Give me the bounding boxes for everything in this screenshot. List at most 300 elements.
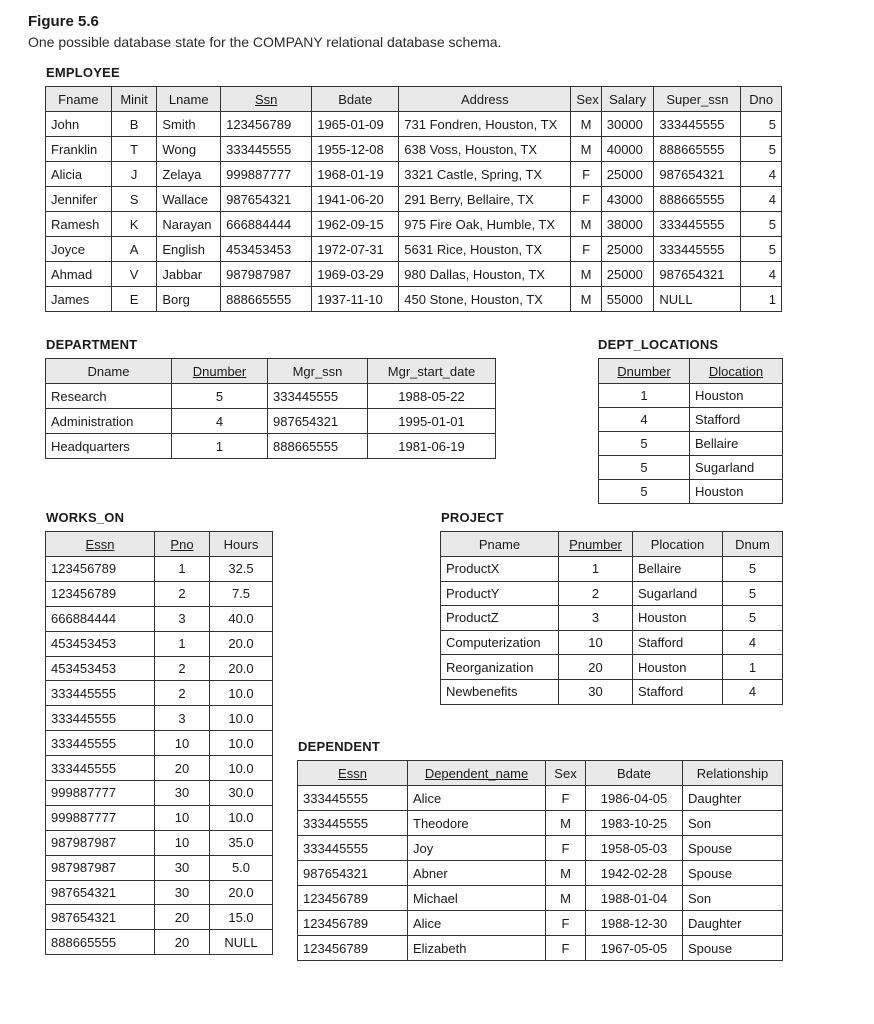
project-cell: Stafford (633, 630, 723, 655)
employee-cell: John (46, 112, 112, 137)
dependent-cell: Joy (408, 836, 546, 861)
works-on-cell: 10 (155, 731, 210, 756)
employee-cell: Joyce (46, 237, 112, 262)
employee-cell: 1955-12-08 (312, 137, 399, 162)
dependent-cell: 1967-05-05 (586, 936, 683, 961)
dependent-cell: M (546, 811, 586, 836)
employee-cell: Jennifer (46, 187, 112, 212)
employee-cell: 1937-11-10 (312, 287, 399, 312)
employee-cell: 25000 (601, 237, 654, 262)
employee-cell: Wong (157, 137, 221, 162)
employee-cell: 987654321 (654, 262, 741, 287)
works-on-cell: 2 (155, 681, 210, 706)
employee-cell: V (111, 262, 157, 287)
works-on-cell: 666884444 (46, 606, 155, 631)
project-col-pnumber: Pnumber (559, 532, 633, 557)
dependent-cell: 1986-04-05 (586, 786, 683, 811)
employee-cell: 4 (741, 162, 782, 187)
dependent-cell: Spouse (683, 936, 783, 961)
works-on-row (46, 631, 273, 656)
employee-cell: 30000 (601, 112, 654, 137)
employee-cell: E (111, 287, 157, 312)
employee-cell: 980 Dallas, Houston, TX (399, 262, 571, 287)
project-cell: Bellaire (633, 557, 723, 582)
dependent-table-title: DEPENDENT (298, 739, 380, 754)
works-on-cell: 30.0 (210, 781, 273, 806)
department-col-dnumber: Dnumber (172, 359, 268, 384)
employee-cell: 987654321 (654, 162, 741, 187)
employee-cell: Jabbar (157, 262, 221, 287)
dependent-cell: 333445555 (298, 786, 408, 811)
works-on-col-essn: Essn (46, 532, 155, 557)
employee-table-title: EMPLOYEE (46, 65, 120, 80)
employee-cell: M (571, 287, 601, 312)
employee-cell: M (571, 262, 601, 287)
works-on-row (46, 557, 273, 582)
dependent-col-sex: Sex (546, 761, 586, 786)
employee-row (46, 187, 782, 212)
works-on-row (46, 656, 273, 681)
dependent-cell: F (546, 786, 586, 811)
dependent-cell: Elizabeth (408, 936, 546, 961)
employee-cell: 38000 (601, 212, 654, 237)
employee-cell: 1972-07-31 (312, 237, 399, 262)
employee-cell: NULL (654, 287, 741, 312)
project-cell: 4 (723, 679, 783, 704)
works-on-cell: 2 (155, 656, 210, 681)
department-cell: 1 (172, 434, 268, 459)
dependent-cell: Spouse (683, 836, 783, 861)
department-cell: 888665555 (268, 434, 368, 459)
works-on-row (46, 731, 273, 756)
employee-cell: 25000 (601, 162, 654, 187)
dependent-cell: 333445555 (298, 836, 408, 861)
employee-cell: S (111, 187, 157, 212)
dependent-cell: F (546, 936, 586, 961)
employee-cell: 123456789 (221, 112, 312, 137)
dependent-col-essn: Essn (298, 761, 408, 786)
works-on-row (46, 606, 273, 631)
employee-row (46, 112, 782, 137)
dependent-row (298, 786, 783, 811)
dependent-cell: F (546, 836, 586, 861)
works-on-table (45, 531, 273, 955)
department-cell: 4 (172, 409, 268, 434)
department-cell: 987654321 (268, 409, 368, 434)
dependent-cell: Theodore (408, 811, 546, 836)
employee-cell: F (571, 162, 601, 187)
project-col-pname: Pname (441, 532, 559, 557)
project-header-row (441, 532, 783, 557)
project-row (441, 557, 783, 582)
employee-cell: Smith (157, 112, 221, 137)
employee-cell: 453453453 (221, 237, 312, 262)
works-on-cell: 20.0 (210, 656, 273, 681)
employee-cell: 5 (741, 237, 782, 262)
dependent-row (298, 861, 783, 886)
dependent-cell: 1988-01-04 (586, 886, 683, 911)
works-on-cell: 5.0 (210, 855, 273, 880)
works-on-cell: 1 (155, 631, 210, 656)
employee-cell: 5 (741, 112, 782, 137)
works-on-cell: 333445555 (46, 731, 155, 756)
project-row (441, 581, 783, 606)
works-on-row (46, 930, 273, 955)
employee-col-salary: Salary (601, 87, 654, 112)
employee-cell: F (571, 237, 601, 262)
dependent-cell: Son (683, 811, 783, 836)
department-row (46, 384, 496, 409)
works-on-cell: 888665555 (46, 930, 155, 955)
project-cell: Houston (633, 606, 723, 631)
department-cell: Research (46, 384, 172, 409)
department-cell: Headquarters (46, 434, 172, 459)
department-cell: 5 (172, 384, 268, 409)
dependent-cell: M (546, 861, 586, 886)
employee-cell: 1969-03-29 (312, 262, 399, 287)
employee-cell: 1962-09-15 (312, 212, 399, 237)
employee-header-row (46, 87, 782, 112)
project-cell: ProductY (441, 581, 559, 606)
employee-cell: Wallace (157, 187, 221, 212)
dept-locations-cell: 1 (599, 384, 690, 408)
department-cell: 1988-05-22 (368, 384, 496, 409)
employee-cell: Ramesh (46, 212, 112, 237)
dept-locations-table-title: DEPT_LOCATIONS (598, 337, 719, 352)
dependent-cell: Michael (408, 886, 546, 911)
project-cell: ProductZ (441, 606, 559, 631)
dependent-cell: F (546, 911, 586, 936)
employee-cell: Borg (157, 287, 221, 312)
employee-cell: 450 Stone, Houston, TX (399, 287, 571, 312)
project-cell: 5 (723, 606, 783, 631)
project-cell: Houston (633, 655, 723, 680)
dependent-row (298, 811, 783, 836)
employee-cell: 43000 (601, 187, 654, 212)
employee-col-bdate: Bdate (312, 87, 399, 112)
project-cell: 2 (559, 581, 633, 606)
works-on-header-row (46, 532, 273, 557)
works-on-cell: 30 (155, 855, 210, 880)
employee-col-minit: Minit (111, 87, 157, 112)
project-col-dnum: Dnum (723, 532, 783, 557)
employee-cell: 888665555 (654, 187, 741, 212)
project-cell: Newbenefits (441, 679, 559, 704)
dependent-cell: Alice (408, 911, 546, 936)
works-on-cell: 30 (155, 880, 210, 905)
dependent-cell: M (546, 886, 586, 911)
employee-row (46, 262, 782, 287)
employee-cell: 291 Berry, Bellaire, TX (399, 187, 571, 212)
dependent-cell: 123456789 (298, 936, 408, 961)
project-table (440, 531, 783, 705)
employee-cell: A (111, 237, 157, 262)
works-on-cell: 2 (155, 581, 210, 606)
dept-locations-col-dlocation: Dlocation (690, 359, 783, 384)
dept-locations-cell: Bellaire (690, 432, 783, 456)
employee-row (46, 237, 782, 262)
dept-locations-col-dnumber: Dnumber (599, 359, 690, 384)
dept-locations-table (598, 358, 783, 504)
project-cell: Computerization (441, 630, 559, 655)
employee-cell: 1968-01-19 (312, 162, 399, 187)
works-on-cell: 333445555 (46, 681, 155, 706)
department-row (46, 409, 496, 434)
dependent-row (298, 936, 783, 961)
project-row (441, 606, 783, 631)
dependent-col-bdate: Bdate (586, 761, 683, 786)
employee-row (46, 162, 782, 187)
works-on-cell: 10.0 (210, 731, 273, 756)
works-on-cell: 987654321 (46, 880, 155, 905)
employee-cell: 4 (741, 187, 782, 212)
dept-locations-cell: 5 (599, 480, 690, 504)
employee-cell: 987654321 (221, 187, 312, 212)
employee-cell: 5 (741, 212, 782, 237)
works-on-cell: 10.0 (210, 681, 273, 706)
dept-locations-row (599, 384, 783, 408)
employee-cell: 1965-01-09 (312, 112, 399, 137)
works-on-cell: 453453453 (46, 631, 155, 656)
dept-locations-cell: Sugarland (690, 456, 783, 480)
works-on-cell: 333445555 (46, 706, 155, 731)
employee-cell: 333445555 (654, 212, 741, 237)
works-on-cell: 35.0 (210, 830, 273, 855)
works-on-cell: 40.0 (210, 606, 273, 631)
project-cell: ProductX (441, 557, 559, 582)
dependent-row (298, 886, 783, 911)
project-row (441, 630, 783, 655)
works-on-row (46, 706, 273, 731)
employee-cell: 4 (741, 262, 782, 287)
dependent-cell: 1988-12-30 (586, 911, 683, 936)
figure-caption: One possible database state for the COMPANY relational database schema. (28, 34, 502, 50)
employee-row (46, 287, 782, 312)
works-on-cell: 15.0 (210, 905, 273, 930)
department-cell: Administration (46, 409, 172, 434)
employee-cell: 888665555 (654, 137, 741, 162)
employee-cell: 1 (741, 287, 782, 312)
employee-cell: 999887777 (221, 162, 312, 187)
works-on-row (46, 830, 273, 855)
dept-locations-cell: Stafford (690, 408, 783, 432)
dept-locations-row (599, 408, 783, 432)
works-on-row (46, 880, 273, 905)
project-cell: 4 (723, 630, 783, 655)
employee-cell: 888665555 (221, 287, 312, 312)
employee-cell: Alicia (46, 162, 112, 187)
works-on-cell: 999887777 (46, 781, 155, 806)
works-on-cell: 10 (155, 830, 210, 855)
dependent-cell: Daughter (683, 786, 783, 811)
employee-cell: James (46, 287, 112, 312)
works-on-cell: 10.0 (210, 805, 273, 830)
dept-locations-cell: Houston (690, 384, 783, 408)
dependent-cell: Abner (408, 861, 546, 886)
dependent-table (297, 760, 783, 961)
project-cell: 20 (559, 655, 633, 680)
project-cell: 5 (723, 581, 783, 606)
project-cell: 3 (559, 606, 633, 631)
project-cell: Sugarland (633, 581, 723, 606)
works-on-cell: 3 (155, 706, 210, 731)
dependent-row (298, 911, 783, 936)
dependent-row (298, 836, 783, 861)
employee-row (46, 137, 782, 162)
employee-cell: 5631 Rice, Houston, TX (399, 237, 571, 262)
employee-col-super-ssn: Super_ssn (654, 87, 741, 112)
works-on-cell: 987654321 (46, 905, 155, 930)
project-cell: 10 (559, 630, 633, 655)
employee-cell: 731 Fondren, Houston, TX (399, 112, 571, 137)
dependent-cell: Alice (408, 786, 546, 811)
employee-cell: 987987987 (221, 262, 312, 287)
employee-cell: 975 Fire Oak, Humble, TX (399, 212, 571, 237)
works-on-row (46, 756, 273, 781)
dependent-cell: 1942-02-28 (586, 861, 683, 886)
dependent-cell: 987654321 (298, 861, 408, 886)
works-on-row (46, 781, 273, 806)
works-on-cell: 20 (155, 930, 210, 955)
works-on-cell: 999887777 (46, 805, 155, 830)
dependent-cell: 333445555 (298, 811, 408, 836)
works-on-cell: 987987987 (46, 830, 155, 855)
project-cell: 1 (723, 655, 783, 680)
employee-cell: 638 Voss, Houston, TX (399, 137, 571, 162)
employee-cell: 3321 Castle, Spring, TX (399, 162, 571, 187)
employee-cell: Narayan (157, 212, 221, 237)
employee-cell: 40000 (601, 137, 654, 162)
employee-table (45, 86, 782, 312)
employee-cell: 333445555 (221, 137, 312, 162)
project-cell: Stafford (633, 679, 723, 704)
department-header-row (46, 359, 496, 384)
works-on-cell: 10 (155, 805, 210, 830)
dependent-cell: 123456789 (298, 886, 408, 911)
employee-cell: M (571, 137, 601, 162)
works-on-cell: 123456789 (46, 581, 155, 606)
employee-cell: 5 (741, 137, 782, 162)
project-cell: Reorganization (441, 655, 559, 680)
employee-cell: 333445555 (654, 237, 741, 262)
project-row (441, 679, 783, 704)
dependent-col-relationship: Relationship (683, 761, 783, 786)
dept-locations-cell: 5 (599, 432, 690, 456)
dependent-cell: 1958-05-03 (586, 836, 683, 861)
employee-cell: 666884444 (221, 212, 312, 237)
works-on-cell: 30 (155, 781, 210, 806)
works-on-cell: 3 (155, 606, 210, 631)
works-on-row (46, 805, 273, 830)
dependent-header-row (298, 761, 783, 786)
employee-col-ssn: Ssn (221, 87, 312, 112)
dependent-col-dependent-name: Dependent_name (408, 761, 546, 786)
works-on-cell: NULL (210, 930, 273, 955)
works-on-row (46, 905, 273, 930)
works-on-row (46, 581, 273, 606)
department-cell: 333445555 (268, 384, 368, 409)
department-table (45, 358, 496, 459)
employee-cell: 333445555 (654, 112, 741, 137)
works-on-cell: 123456789 (46, 557, 155, 582)
employee-col-lname: Lname (157, 87, 221, 112)
works-on-cell: 453453453 (46, 656, 155, 681)
employee-cell: Franklin (46, 137, 112, 162)
employee-cell: 55000 (601, 287, 654, 312)
employee-cell: J (111, 162, 157, 187)
department-row (46, 434, 496, 459)
works-on-cell: 10.0 (210, 706, 273, 731)
project-table-title: PROJECT (441, 510, 504, 525)
department-col-mgr-start-date: Mgr_start_date (368, 359, 496, 384)
employee-cell: M (571, 112, 601, 137)
works-on-cell: 10.0 (210, 756, 273, 781)
works-on-row (46, 681, 273, 706)
dependent-cell: Son (683, 886, 783, 911)
project-cell: 30 (559, 679, 633, 704)
dependent-cell: 1983-10-25 (586, 811, 683, 836)
works-on-row (46, 855, 273, 880)
employee-cell: T (111, 137, 157, 162)
project-row (441, 655, 783, 680)
dept-locations-cell: 5 (599, 456, 690, 480)
works-on-col-hours: Hours (210, 532, 273, 557)
employee-col-fname: Fname (46, 87, 112, 112)
project-cell: 5 (723, 557, 783, 582)
project-cell: 1 (559, 557, 633, 582)
dept-locations-cell: Houston (690, 480, 783, 504)
dept-locations-row (599, 432, 783, 456)
works-on-cell: 20 (155, 756, 210, 781)
figure-title: Figure 5.6 (28, 13, 99, 30)
employee-cell: 1941-06-20 (312, 187, 399, 212)
employee-cell: F (571, 187, 601, 212)
department-cell: 1995-01-01 (368, 409, 496, 434)
employee-col-dno: Dno (741, 87, 782, 112)
department-table-title: DEPARTMENT (46, 337, 138, 352)
dependent-cell: 123456789 (298, 911, 408, 936)
works-on-cell: 1 (155, 557, 210, 582)
works-on-cell: 20.0 (210, 631, 273, 656)
works-on-cell: 333445555 (46, 756, 155, 781)
works-on-cell: 20.0 (210, 880, 273, 905)
department-cell: 1981-06-19 (368, 434, 496, 459)
employee-col-sex: Sex (571, 87, 601, 112)
department-col-dname: Dname (46, 359, 172, 384)
works-on-cell: 7.5 (210, 581, 273, 606)
employee-cell: Ahmad (46, 262, 112, 287)
employee-cell: Zelaya (157, 162, 221, 187)
employee-col-address: Address (399, 87, 571, 112)
dept-locations-row (599, 456, 783, 480)
works-on-table-title: WORKS_ON (46, 510, 125, 525)
works-on-cell: 32.5 (210, 557, 273, 582)
works-on-cell: 20 (155, 905, 210, 930)
employee-cell: B (111, 112, 157, 137)
employee-row (46, 212, 782, 237)
employee-cell: 25000 (601, 262, 654, 287)
works-on-col-pno: Pno (155, 532, 210, 557)
works-on-cell: 987987987 (46, 855, 155, 880)
employee-cell: English (157, 237, 221, 262)
dependent-cell: Spouse (683, 861, 783, 886)
dept-locations-cell: 4 (599, 408, 690, 432)
department-col-mgr-ssn: Mgr_ssn (268, 359, 368, 384)
dept-locations-row (599, 480, 783, 504)
employee-cell: M (571, 212, 601, 237)
dependent-cell: Daughter (683, 911, 783, 936)
dept-locations-header-row (599, 359, 783, 384)
